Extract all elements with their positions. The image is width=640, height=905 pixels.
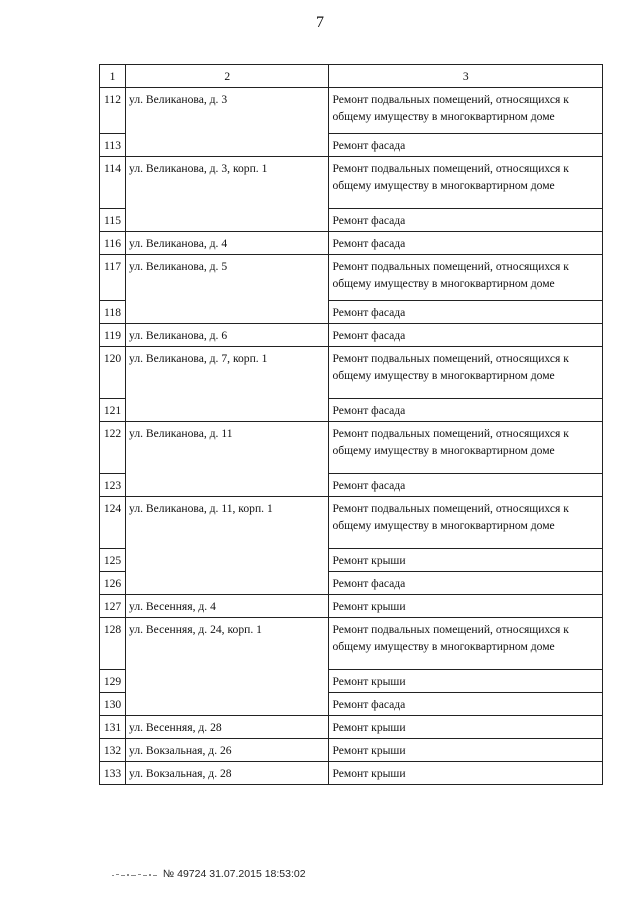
address-cell: ул. Великанова, д. 5 [126, 255, 329, 324]
table-row [100, 347, 603, 399]
table-row [100, 739, 603, 762]
work-type-cell: Ремонт фасада [329, 301, 603, 324]
address-cell: ул. Великанова, д. 6 [126, 324, 329, 347]
work-type-cell: Ремонт крыши [329, 549, 603, 572]
row-number: 118 [100, 301, 126, 324]
registration-stamp [112, 869, 160, 879]
work-type-cell: Ремонт подвальных помещений, относящихся к общему имуществу в многоквартирном доме [329, 497, 603, 549]
row-number: 127 [100, 595, 126, 618]
table-row [100, 324, 603, 347]
table-row [100, 422, 603, 474]
table-row [100, 497, 603, 549]
row-number: 120 [100, 347, 126, 399]
work-type-cell: Ремонт подвальных помещений, относящихся к общему имуществу в многоквартирном доме [329, 347, 603, 399]
address-cell: ул. Вокзальная, д. 26 [126, 739, 329, 762]
row-number: 116 [100, 232, 126, 255]
table-row [100, 716, 603, 739]
row-number: 132 [100, 739, 126, 762]
work-type-cell: Ремонт фасада [329, 324, 603, 347]
table-row [100, 157, 603, 209]
work-type-cell: Ремонт фасада [329, 693, 603, 716]
table-header-row [100, 65, 603, 88]
table-row [100, 618, 603, 670]
row-number: 123 [100, 474, 126, 497]
address-cell: ул. Вокзальная, д. 28 [126, 762, 329, 785]
work-type-cell: Ремонт крыши [329, 762, 603, 785]
work-type-cell: Ремонт крыши [329, 670, 603, 693]
work-type-cell: Ремонт фасада [329, 474, 603, 497]
row-number: 112 [100, 88, 126, 134]
row-number: 115 [100, 209, 126, 232]
row-number: 117 [100, 255, 126, 301]
work-type-cell: Ремонт фасада [329, 209, 603, 232]
row-number: 114 [100, 157, 126, 209]
column-header-2: 2 [126, 65, 329, 88]
row-number: 121 [100, 399, 126, 422]
work-type-cell: Ремонт фасада [329, 399, 603, 422]
row-number: 128 [100, 618, 126, 670]
row-number: 119 [100, 324, 126, 347]
work-type-cell: Ремонт крыши [329, 595, 603, 618]
table-row [100, 255, 603, 301]
row-number: 122 [100, 422, 126, 474]
row-number: 126 [100, 572, 126, 595]
row-number: 129 [100, 670, 126, 693]
row-number: 113 [100, 134, 126, 157]
work-type-cell: Ремонт подвальных помещений, относящихся к общему имуществу в многоквартирном доме [329, 157, 603, 209]
column-header-1: 1 [100, 65, 126, 88]
work-type-cell: Ремонт фасада [329, 572, 603, 595]
address-cell: ул. Весенняя, д. 24, корп. 1 [126, 618, 329, 716]
address-cell: ул. Великанова, д. 3 [126, 88, 329, 157]
document-datetime: 31.07.2015 18:53:02 [209, 868, 306, 880]
address-cell: ул. Весенняя, д. 4 [126, 595, 329, 618]
page-number: 7 [316, 14, 324, 31]
row-number: 130 [100, 693, 126, 716]
address-cell: ул. Великанова, д. 4 [126, 232, 329, 255]
work-type-cell: Ремонт крыши [329, 716, 603, 739]
work-type-cell: Ремонт крыши [329, 739, 603, 762]
row-number: 133 [100, 762, 126, 785]
work-type-cell: Ремонт подвальных помещений, относящихся к общему имуществу в многоквартирном доме [329, 255, 603, 301]
address-cell: ул. Весенняя, д. 28 [126, 716, 329, 739]
table-row [100, 232, 603, 255]
work-type-cell: Ремонт подвальных помещений, относящихся к общему имуществу в многоквартирном доме [329, 88, 603, 134]
work-type-cell: Ремонт фасада [329, 134, 603, 157]
register-table [99, 64, 603, 785]
address-cell: ул. Великанова, д. 11, корп. 1 [126, 497, 329, 595]
row-number: 124 [100, 497, 126, 549]
table-row [100, 762, 603, 785]
work-type-cell: Ремонт фасада [329, 232, 603, 255]
document-number: № 49724 [162, 868, 207, 880]
table-row [100, 595, 603, 618]
column-header-3: 3 [329, 65, 603, 88]
address-cell: ул. Великанова, д. 3, корп. 1 [126, 157, 329, 232]
address-cell: ул. Великанова, д. 7, корп. 1 [126, 347, 329, 422]
address-cell: ул. Великанова, д. 11 [126, 422, 329, 497]
table-row [100, 88, 603, 134]
document-footer [112, 868, 306, 880]
work-type-cell: Ремонт подвальных помещений, относящихся к общему имуществу в многоквартирном доме [329, 618, 603, 670]
row-number: 131 [100, 716, 126, 739]
work-type-cell: Ремонт подвальных помещений, относящихся к общему имуществу в многоквартирном доме [329, 422, 603, 474]
row-number: 125 [100, 549, 126, 572]
